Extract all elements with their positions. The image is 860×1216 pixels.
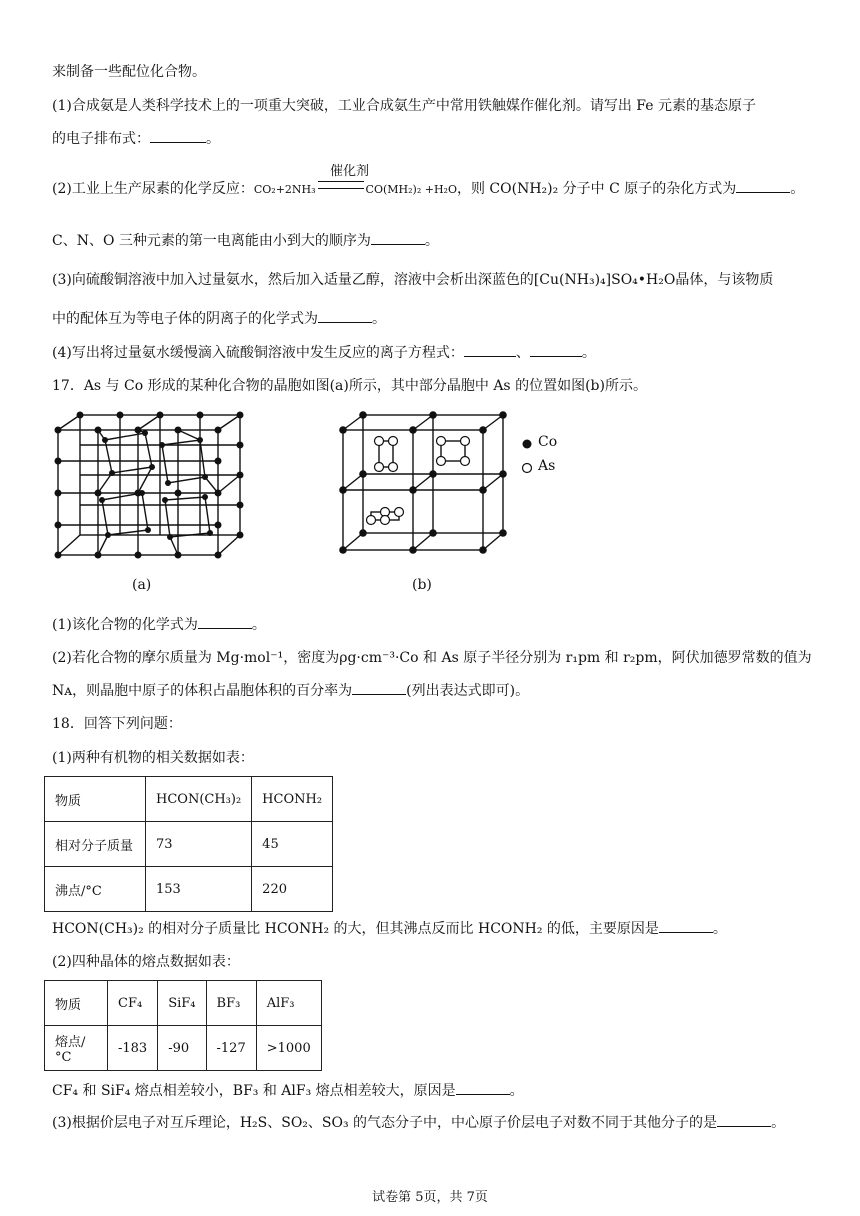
- table-cell: BF₃: [206, 981, 256, 1026]
- table-cell: CF₄: [108, 981, 158, 1026]
- question-18-1-prompt: HCON(CH₃)₂ 的相对分子质量比 HCONH₂ 的大，但其沸点反而比 HCONH₂ 的低，主要原因是: [52, 921, 659, 937]
- question-18-2-text: (2)四种晶体的熔点数据如表：: [52, 954, 240, 970]
- question-1-text: (1)合成氨是人类科学技术上的一项重大突破，工业合成氨生产中常用铁触媒作催化剂。请写出 Fe 元素的基态原子: [52, 98, 756, 114]
- organic-data-table: [44, 776, 333, 912]
- legend-markers: [520, 436, 534, 476]
- question-17-2b-text: [52, 680, 529, 701]
- question-2b-prompt: C、N、O 三种元素的第一电离能由小到大的顺序为: [52, 233, 371, 249]
- crystal-figure-a: [50, 405, 250, 565]
- question-3b-prompt: 中的配体互为等电子体的阴离子的化学式为: [52, 311, 318, 327]
- legend-as-label: As: [538, 458, 556, 474]
- question-2-text: [52, 178, 804, 200]
- question-17-2-text: (2)若化合物的摩尔质量为 Mg·mol⁻¹，密度为ρg·cm⁻³·Co 和 As 原子半径分别为 r₁pm 和 r₂pm，阿伏加德罗常数的值为: [52, 650, 812, 666]
- question-2-prompt-b: ，则 CO(NH₂)₂ 分子中 C 原子的杂化方式为: [456, 181, 737, 197]
- question-3b-text: [52, 308, 386, 329]
- table-cell: 相对分子质量: [45, 822, 146, 867]
- figure-b-caption: (b): [412, 577, 432, 593]
- legend-co-label: Co: [538, 434, 558, 450]
- answer-blank[interactable]: [456, 1080, 510, 1095]
- question-3-prompt-b: 晶体，与该物质: [675, 272, 774, 288]
- table-row: [45, 1026, 322, 1071]
- page-footer: 试卷第 5页，共 7页: [372, 1190, 488, 1205]
- table-cell: 熔点/°C: [45, 1026, 108, 1071]
- table-cell: 153: [146, 867, 252, 912]
- question-17-2b-note: (列出表达式即可)。: [406, 683, 530, 699]
- question-2b-text: [52, 230, 439, 251]
- answer-blank[interactable]: [198, 614, 252, 629]
- answer-blank[interactable]: [318, 308, 372, 323]
- punct: 、: [515, 345, 530, 361]
- melting-point-table: [44, 980, 322, 1071]
- question-17-text: 17．As 与 Co 形成的某种化合物的晶胞如图(a)所示，其中部分晶胞中 As 的位置如图(b)所示。: [52, 378, 647, 394]
- question-18-1-text: (1)两种有机物的相关数据如表：: [52, 750, 254, 766]
- table-cell: 73: [146, 822, 252, 867]
- question-4-text: [52, 342, 596, 363]
- punct: 。: [372, 311, 386, 327]
- table-cell: 物质: [45, 981, 108, 1026]
- question-17-1-text: [52, 614, 266, 635]
- crystal-figure-b: [335, 405, 515, 555]
- table-cell: 45: [252, 822, 333, 867]
- equation-arrow: [318, 181, 364, 189]
- table-row: [45, 867, 333, 912]
- table-cell: -183: [108, 1026, 158, 1071]
- table-cell: HCONH₂: [252, 777, 333, 822]
- question-4-prompt: (4)写出将过量氨水缓慢滴入硫酸铜溶液中发生反应的离子方程式：: [52, 345, 464, 361]
- table-cell: AlF₃: [256, 981, 321, 1026]
- table-cell: 220: [252, 867, 333, 912]
- punct: 。: [790, 181, 805, 197]
- punct: 。: [509, 1083, 524, 1099]
- question-18-3-prompt: (3)根据价层电子对互斥理论，H₂S、SO₂、SO₃ 的气态分子中，中心原子价层电子对数不同于其他分子的是: [52, 1115, 718, 1131]
- answer-blank[interactable]: [530, 342, 582, 357]
- text-line: 来制备一些配位化合物。: [52, 64, 206, 80]
- punct: 。: [771, 1115, 786, 1131]
- table-cell: -127: [206, 1026, 256, 1071]
- table-cell: 物质: [45, 777, 146, 822]
- catalyst-label: 催化剂: [330, 164, 370, 179]
- punct: 。: [206, 131, 220, 147]
- answer-blank[interactable]: [150, 128, 206, 143]
- table-cell: 沸点/°C: [45, 867, 146, 912]
- answer-blank[interactable]: [659, 918, 713, 933]
- question-18-2-after-text: [52, 1080, 524, 1101]
- equation-left: CO₂+2NH₃: [253, 183, 316, 196]
- answer-blank[interactable]: [736, 178, 790, 193]
- question-1-answer-line: [52, 128, 220, 149]
- table-cell: >1000: [256, 1026, 321, 1071]
- answer-blank[interactable]: [464, 342, 516, 357]
- answer-blank[interactable]: [717, 1112, 771, 1127]
- answer-blank[interactable]: [352, 680, 406, 695]
- question-18-text: 18．回答下列问题：: [52, 716, 182, 732]
- table-row: [45, 981, 322, 1026]
- equation-right: CO(MH₂)₂ +H₂O: [365, 183, 457, 196]
- question-17-1-prompt: (1)该化合物的化学式为: [52, 617, 198, 633]
- punct: 。: [424, 233, 439, 249]
- question-2-prompt: (2)工业上生产尿素的化学反应：: [52, 181, 254, 197]
- table-cell: HCON(CH₃)₂: [146, 777, 252, 822]
- question-18-2-prompt: CF₄ 和 SiF₄ 熔点相差较小，BF₃ 和 AlF₃ 熔点相差较大，原因是: [52, 1083, 456, 1099]
- table-row: [45, 822, 333, 867]
- punct: 。: [581, 345, 596, 361]
- table-cell: SiF₄: [158, 981, 206, 1026]
- table-row: [45, 777, 333, 822]
- table-cell: -90: [158, 1026, 206, 1071]
- question-18-1-after-text: [52, 918, 727, 939]
- question-1-prompt: 的电子排布式：: [52, 131, 150, 147]
- answer-blank[interactable]: [371, 230, 425, 245]
- question-3-prompt: (3)向硫酸铜溶液中加入过量氨水，然后加入适量乙醇，溶液中会析出深蓝色的: [52, 272, 534, 288]
- question-18-3-text: [52, 1112, 785, 1133]
- punct: 。: [251, 617, 266, 633]
- complex-formula: [Cu(NH₃)₄]SO₄•H₂O: [533, 272, 676, 288]
- question-3-text: [52, 270, 773, 290]
- question-17-2b-prompt: Nᴀ，则晶胞中原子的体积占晶胞体积的百分率为: [52, 683, 353, 699]
- figure-a-caption: (a): [132, 577, 152, 593]
- punct: 。: [712, 921, 727, 937]
